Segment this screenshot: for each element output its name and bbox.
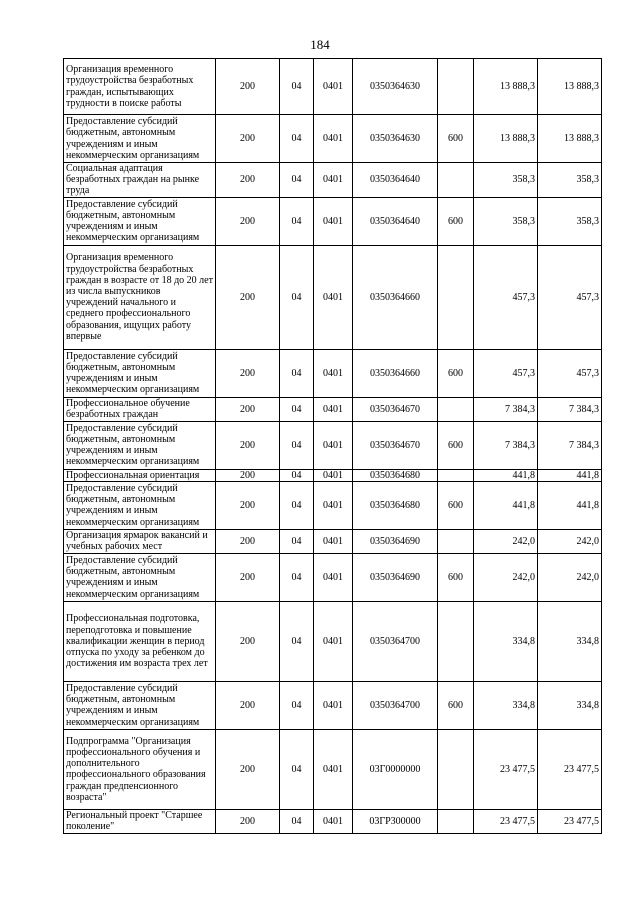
- amount-year-1: 242,0: [474, 553, 538, 601]
- table-row: [64, 421, 602, 469]
- subsection-code: 0401: [314, 397, 353, 421]
- row-name: Организация временного трудоустройства безработных граждан в возрасте от 18 до 20 лет из числа выпускников учреждений начального и среднего профессионального образования, ищущих работу впервые: [64, 245, 216, 349]
- target-article-code: 0350364700: [353, 601, 438, 681]
- amount-year-2: 358,3: [538, 163, 602, 198]
- section-code: 04: [280, 349, 314, 397]
- row-name: Организация ярмарок вакансий и учебных рабочих мест: [64, 529, 216, 553]
- table-row: [64, 529, 602, 553]
- amount-year-2: 13 888,3: [538, 59, 602, 115]
- ministry-code: 200: [216, 553, 280, 601]
- subsection-code: 0401: [314, 163, 353, 198]
- table-row: [64, 601, 602, 681]
- expense-type-code: [438, 601, 474, 681]
- subsection-code: 0401: [314, 601, 353, 681]
- row-name: Предоставление субсидий бюджетным, автономным учреждениям и иным некоммерческим организациям: [64, 553, 216, 601]
- ministry-code: 200: [216, 197, 280, 245]
- expense-type-code: [438, 245, 474, 349]
- section-code: 04: [280, 481, 314, 529]
- section-code: 04: [280, 197, 314, 245]
- amount-year-2: 242,0: [538, 529, 602, 553]
- budget-table: [63, 58, 602, 834]
- expense-type-code: [438, 397, 474, 421]
- row-name: Предоставление субсидий бюджетным, автономным учреждениям и иным некоммерческим организациям: [64, 197, 216, 245]
- table-row: [64, 553, 602, 601]
- amount-year-2: 7 384,3: [538, 397, 602, 421]
- section-code: 04: [280, 601, 314, 681]
- expense-type-code: 600: [438, 421, 474, 469]
- expense-type-code: 600: [438, 553, 474, 601]
- subsection-code: 0401: [314, 481, 353, 529]
- section-code: 04: [280, 529, 314, 553]
- target-article-code: 0350364670: [353, 397, 438, 421]
- expense-type-code: [438, 59, 474, 115]
- expense-type-code: [438, 469, 474, 481]
- amount-year-2: 23 477,5: [538, 729, 602, 809]
- row-name: Предоставление субсидий бюджетным, автономным учреждениям и иным некоммерческим организациям: [64, 421, 216, 469]
- subsection-code: 0401: [314, 809, 353, 833]
- subsection-code: 0401: [314, 681, 353, 729]
- subsection-code: 0401: [314, 349, 353, 397]
- ministry-code: 200: [216, 59, 280, 115]
- table-row: [64, 197, 602, 245]
- ministry-code: 200: [216, 397, 280, 421]
- target-article-code: 0350364640: [353, 163, 438, 198]
- target-article-code: 0350364630: [353, 59, 438, 115]
- ministry-code: 200: [216, 601, 280, 681]
- target-article-code: 0350364680: [353, 481, 438, 529]
- table-row: [64, 469, 602, 481]
- row-name: Региональный проект "Старшее поколение": [64, 809, 216, 833]
- table-row: [64, 115, 602, 163]
- section-code: 04: [280, 115, 314, 163]
- table-row: [64, 349, 602, 397]
- section-code: 04: [280, 163, 314, 198]
- amount-year-1: 358,3: [474, 197, 538, 245]
- subsection-code: 0401: [314, 553, 353, 601]
- subsection-code: 0401: [314, 529, 353, 553]
- table-row: [64, 397, 602, 421]
- subsection-code: 0401: [314, 469, 353, 481]
- expense-type-code: 600: [438, 115, 474, 163]
- subsection-code: 0401: [314, 729, 353, 809]
- ministry-code: 200: [216, 349, 280, 397]
- section-code: 04: [280, 469, 314, 481]
- amount-year-2: 457,3: [538, 349, 602, 397]
- ministry-code: 200: [216, 481, 280, 529]
- row-name: Предоставление субсидий бюджетным, автономным учреждениям и иным некоммерческим организациям: [64, 481, 216, 529]
- amount-year-1: 358,3: [474, 163, 538, 198]
- amount-year-2: 7 384,3: [538, 421, 602, 469]
- expense-type-code: [438, 729, 474, 809]
- amount-year-1: 13 888,3: [474, 115, 538, 163]
- target-article-code: 0350364690: [353, 529, 438, 553]
- target-article-code: 03ГP300000: [353, 809, 438, 833]
- expense-type-code: 600: [438, 349, 474, 397]
- target-article-code: 03Г0000000: [353, 729, 438, 809]
- amount-year-1: 457,3: [474, 349, 538, 397]
- amount-year-2: 457,3: [538, 245, 602, 349]
- section-code: 04: [280, 729, 314, 809]
- ministry-code: 200: [216, 809, 280, 833]
- row-name: Профессиональная подготовка, переподготовка и повышение квалификации женщин в период отпуска по уходу за ребенком до достижения им возраста трех лет: [64, 601, 216, 681]
- section-code: 04: [280, 809, 314, 833]
- amount-year-1: 441,8: [474, 481, 538, 529]
- amount-year-2: 13 888,3: [538, 115, 602, 163]
- expense-type-code: [438, 529, 474, 553]
- page-number: 184: [310, 37, 330, 52]
- ministry-code: 200: [216, 729, 280, 809]
- expense-type-code: 600: [438, 197, 474, 245]
- target-article-code: 0350364630: [353, 115, 438, 163]
- subsection-code: 0401: [314, 421, 353, 469]
- row-name: Профессиональная ориентация: [64, 469, 216, 481]
- ministry-code: 200: [216, 681, 280, 729]
- target-article-code: 0350364670: [353, 421, 438, 469]
- table-row: [64, 729, 602, 809]
- expense-type-code: [438, 163, 474, 198]
- target-article-code: 0350364680: [353, 469, 438, 481]
- expense-type-code: 600: [438, 681, 474, 729]
- amount-year-1: 334,8: [474, 601, 538, 681]
- amount-year-1: 334,8: [474, 681, 538, 729]
- row-name: Организация временного трудоустройства безработных граждан, испытывающих трудности в поиске работы: [64, 59, 216, 115]
- amount-year-1: 242,0: [474, 529, 538, 553]
- target-article-code: 0350364660: [353, 349, 438, 397]
- amount-year-1: 457,3: [474, 245, 538, 349]
- ministry-code: 200: [216, 163, 280, 198]
- target-article-code: 0350364690: [353, 553, 438, 601]
- ministry-code: 200: [216, 245, 280, 349]
- amount-year-2: 441,8: [538, 481, 602, 529]
- table-row: [64, 481, 602, 529]
- section-code: 04: [280, 397, 314, 421]
- amount-year-1: 7 384,3: [474, 397, 538, 421]
- subsection-code: 0401: [314, 59, 353, 115]
- ministry-code: 200: [216, 529, 280, 553]
- amount-year-1: 441,8: [474, 469, 538, 481]
- subsection-code: 0401: [314, 115, 353, 163]
- amount-year-2: 334,8: [538, 601, 602, 681]
- ministry-code: 200: [216, 469, 280, 481]
- table-row: [64, 163, 602, 198]
- subsection-code: 0401: [314, 245, 353, 349]
- row-name: Предоставление субсидий бюджетным, автономным учреждениям и иным некоммерческим организациям: [64, 681, 216, 729]
- subsection-code: 0401: [314, 197, 353, 245]
- table-row: [64, 59, 602, 115]
- amount-year-2: 242,0: [538, 553, 602, 601]
- section-code: 04: [280, 421, 314, 469]
- target-article-code: 0350364660: [353, 245, 438, 349]
- amount-year-2: 441,8: [538, 469, 602, 481]
- row-name: Социальная адаптация безработных граждан на рынке труда: [64, 163, 216, 198]
- table-row: [64, 245, 602, 349]
- amount-year-1: 23 477,5: [474, 809, 538, 833]
- row-name: Предоставление субсидий бюджетным, автономным учреждениям и иным некоммерческим организациям: [64, 349, 216, 397]
- ministry-code: 200: [216, 421, 280, 469]
- amount-year-2: 334,8: [538, 681, 602, 729]
- expense-type-code: [438, 809, 474, 833]
- section-code: 04: [280, 59, 314, 115]
- amount-year-1: 7 384,3: [474, 421, 538, 469]
- target-article-code: 0350364700: [353, 681, 438, 729]
- amount-year-2: 23 477,5: [538, 809, 602, 833]
- row-name: Профессиональное обучение безработных граждан: [64, 397, 216, 421]
- target-article-code: 0350364640: [353, 197, 438, 245]
- ministry-code: 200: [216, 115, 280, 163]
- section-code: 04: [280, 245, 314, 349]
- amount-year-1: 13 888,3: [474, 59, 538, 115]
- amount-year-1: 23 477,5: [474, 729, 538, 809]
- row-name: Предоставление субсидий бюджетным, автономным учреждениям и иным некоммерческим организациям: [64, 115, 216, 163]
- section-code: 04: [280, 553, 314, 601]
- table-row: [64, 809, 602, 833]
- expense-type-code: 600: [438, 481, 474, 529]
- section-code: 04: [280, 681, 314, 729]
- amount-year-2: 358,3: [538, 197, 602, 245]
- table-row: [64, 681, 602, 729]
- row-name: Подпрограмма "Организация профессионального обучения и дополнительного профессионального образования граждан предпенсионного возраста": [64, 729, 216, 809]
